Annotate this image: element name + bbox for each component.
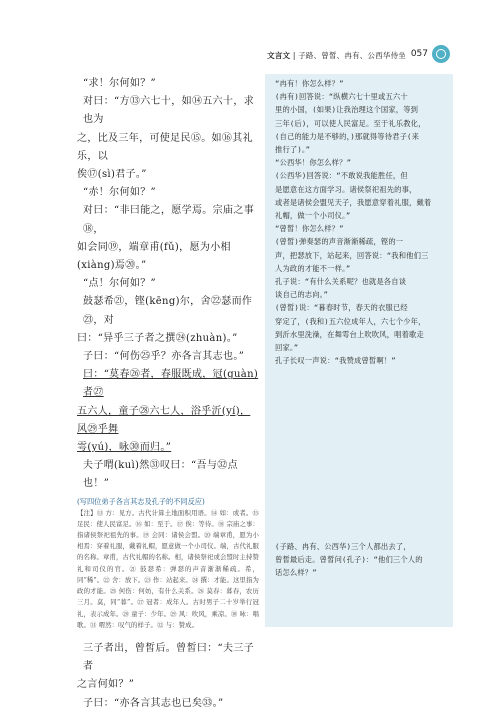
translation-line: 到沂水里洗澡，在舞雩台上吹吹风，唱着歌走 bbox=[275, 329, 424, 339]
translation-final-block bbox=[265, 540, 453, 580]
text-line: 子曰：“亦各言其志也已矣㉝。” bbox=[83, 697, 224, 709]
text-line: “赤！尔何如？” bbox=[83, 187, 157, 199]
translation-line: 或者是诸侯会盟见天子，我愿意穿着礼服，戴着 bbox=[275, 197, 432, 207]
original-text-column bbox=[77, 75, 259, 713]
translation-line: 回家。” bbox=[275, 343, 299, 353]
translation-line: 三年(后)，可以使人民富足。至于礼乐教化， bbox=[275, 118, 426, 128]
section-label: 文言文 bbox=[267, 51, 291, 60]
translation-line: 谈自己的志向。” bbox=[275, 290, 329, 300]
translation-line: (公西华)回答说：“不敢说我能胜任，但 bbox=[275, 171, 408, 181]
page-number: 057 bbox=[410, 49, 428, 59]
text-line: 俟⑰(sì)君子。” bbox=[77, 169, 147, 181]
paragraph-summary-note: (写四位弟子各言其志及孔子的不同反应) bbox=[77, 496, 205, 506]
text-line: 对曰：“方⑬六七十，如⑭五六十，求也为 bbox=[83, 96, 255, 126]
text-line: 之，比及三年，可使足民⑮。如⑯其礼乐，以 bbox=[77, 132, 253, 162]
translation-line: 孔子长叹一声说：“我赞成曾皙啊！” bbox=[275, 356, 396, 366]
text-line: 之言何如？” bbox=[77, 679, 135, 691]
text-line: 三子者出，曾皙后。曾皙曰：“夫三子者 bbox=[83, 642, 255, 673]
translation-line: 声，把瑟放下，站起来，回答说：“我和他们三 bbox=[275, 250, 429, 260]
text-line: 鼓瑟希㉑，铿(kēng)尔，舍㉒瑟而作㉓，对 bbox=[83, 296, 253, 326]
translation-line: 推行了)。” bbox=[275, 145, 311, 155]
text-line: “求！尔何如？” bbox=[83, 78, 157, 89]
text-line: “点！尔何如？” bbox=[83, 278, 157, 290]
text-line: 曰：“异乎三子者之撰㉔(zhuàn)。” bbox=[77, 332, 238, 344]
translation-line: 礼帽，做一个小司仪。” bbox=[275, 211, 351, 221]
header-separator: | bbox=[292, 51, 296, 60]
translation-line: (冉有)回答说：“纵横六七十里或五六十 bbox=[275, 92, 408, 102]
translation-line: 曾皙最后走。曾皙问(孔子)：“他们三个人的 bbox=[275, 555, 423, 565]
translation-line: “曾皙！你怎么样？” bbox=[275, 224, 344, 234]
translation-line: 孔子说：“有什么关系呢？也就是各自谈 bbox=[275, 277, 407, 287]
lesson-title: 子路、曾皙、冉有、公西华侍坐 bbox=[298, 51, 406, 60]
text-line: 夫子喟(kuì)然㉛叹曰：“吾与㉜点也！” bbox=[83, 460, 238, 490]
translation-line: 穿定了，(我和)五六位成年人，六七个少年， bbox=[275, 316, 426, 326]
text-line: 曰：“莫春㉖者，春服既成，冠(guàn)者㉗ bbox=[83, 369, 259, 399]
book-logo-icon bbox=[432, 45, 450, 63]
translation-line: 里的小国，(如果)让我治理这个国家，等到 bbox=[275, 105, 419, 115]
running-title bbox=[267, 50, 406, 61]
text-line: 雩(yú)，咏㉚而归。” bbox=[77, 442, 172, 454]
translation-panel bbox=[265, 74, 453, 627]
translation-line: “冉有！你怎么样？” bbox=[275, 79, 344, 88]
translation-line: “公西华！你怎么样？” bbox=[275, 158, 352, 168]
translation-line: (自己的能力是不够的，)那就得等待君子(来 bbox=[275, 131, 420, 141]
translation-line: (曾皙)说：“暮春时节，春天的衣服已经 bbox=[275, 303, 408, 313]
translation-line: 话怎么样？” bbox=[275, 568, 317, 578]
page-header bbox=[0, 47, 480, 65]
footnotes: 【注】⑬ 方：见方。古代计算土地面积用语。⑭ 如：或者。⑮ 足民：使人民富足。⑯ 如：至于。⑰ 俟：等待。⑱ 宗庙之事：指诸侯祭祀祖先的事。⑲ 会同：诸侯会盟。⑳ 端章甫，愿为小相焉：穿着礼服，戴着礼帽，愿意做一个小司仪。端，古代礼服的名称。章甫，古代礼帽的名称。相，诸侯祭祀或会盟时主持赞礼和司仪的官。㉑ 鼓瑟希：弹瑟的声音渐渐稀疏。希，同“稀”。㉒ 舍：放下。㉓ 作：站起来。㉔ 撰：才能。这里指为政的才能。㉕ 何伤：何妨，有什么关系。㉖ 莫春：暮春，农历三月。莫，同“暮”。㉗ 冠者：成年人。古时男子二十岁举行冠礼，表示成年。㉘ 童子：少年。㉙ 风：吹风，乘凉。㉚ 咏：唱歌。㉛ 喟然：叹气的样子。㉜ 与：赞成。 bbox=[77, 508, 259, 629]
text-line: 如会同⑲，端章甫(fǔ)，愿为小相(xiàng)焉⑳。” bbox=[77, 241, 231, 272]
text-line: 子曰：“何伤㉕乎？亦各言其志也。” bbox=[83, 351, 245, 363]
translation-line: 是愿意在这方面学习。诸侯祭祀祖先的事， bbox=[275, 184, 417, 194]
text-line: 五六人，童子㉘六七人，浴乎沂(yí)，风㉙乎舞 bbox=[77, 405, 251, 435]
text-line: 对曰：“非曰能之，愿学焉。宗庙之事⑱， bbox=[83, 205, 255, 235]
translation-line: 人为政的才能不一样。” bbox=[275, 263, 351, 273]
translation-line: (子路、冉有、公西华)三个人都出去了， bbox=[275, 542, 411, 551]
translation-line: (曾皙)弹奏瑟的声音渐渐稀疏，铿的一 bbox=[275, 237, 404, 247]
